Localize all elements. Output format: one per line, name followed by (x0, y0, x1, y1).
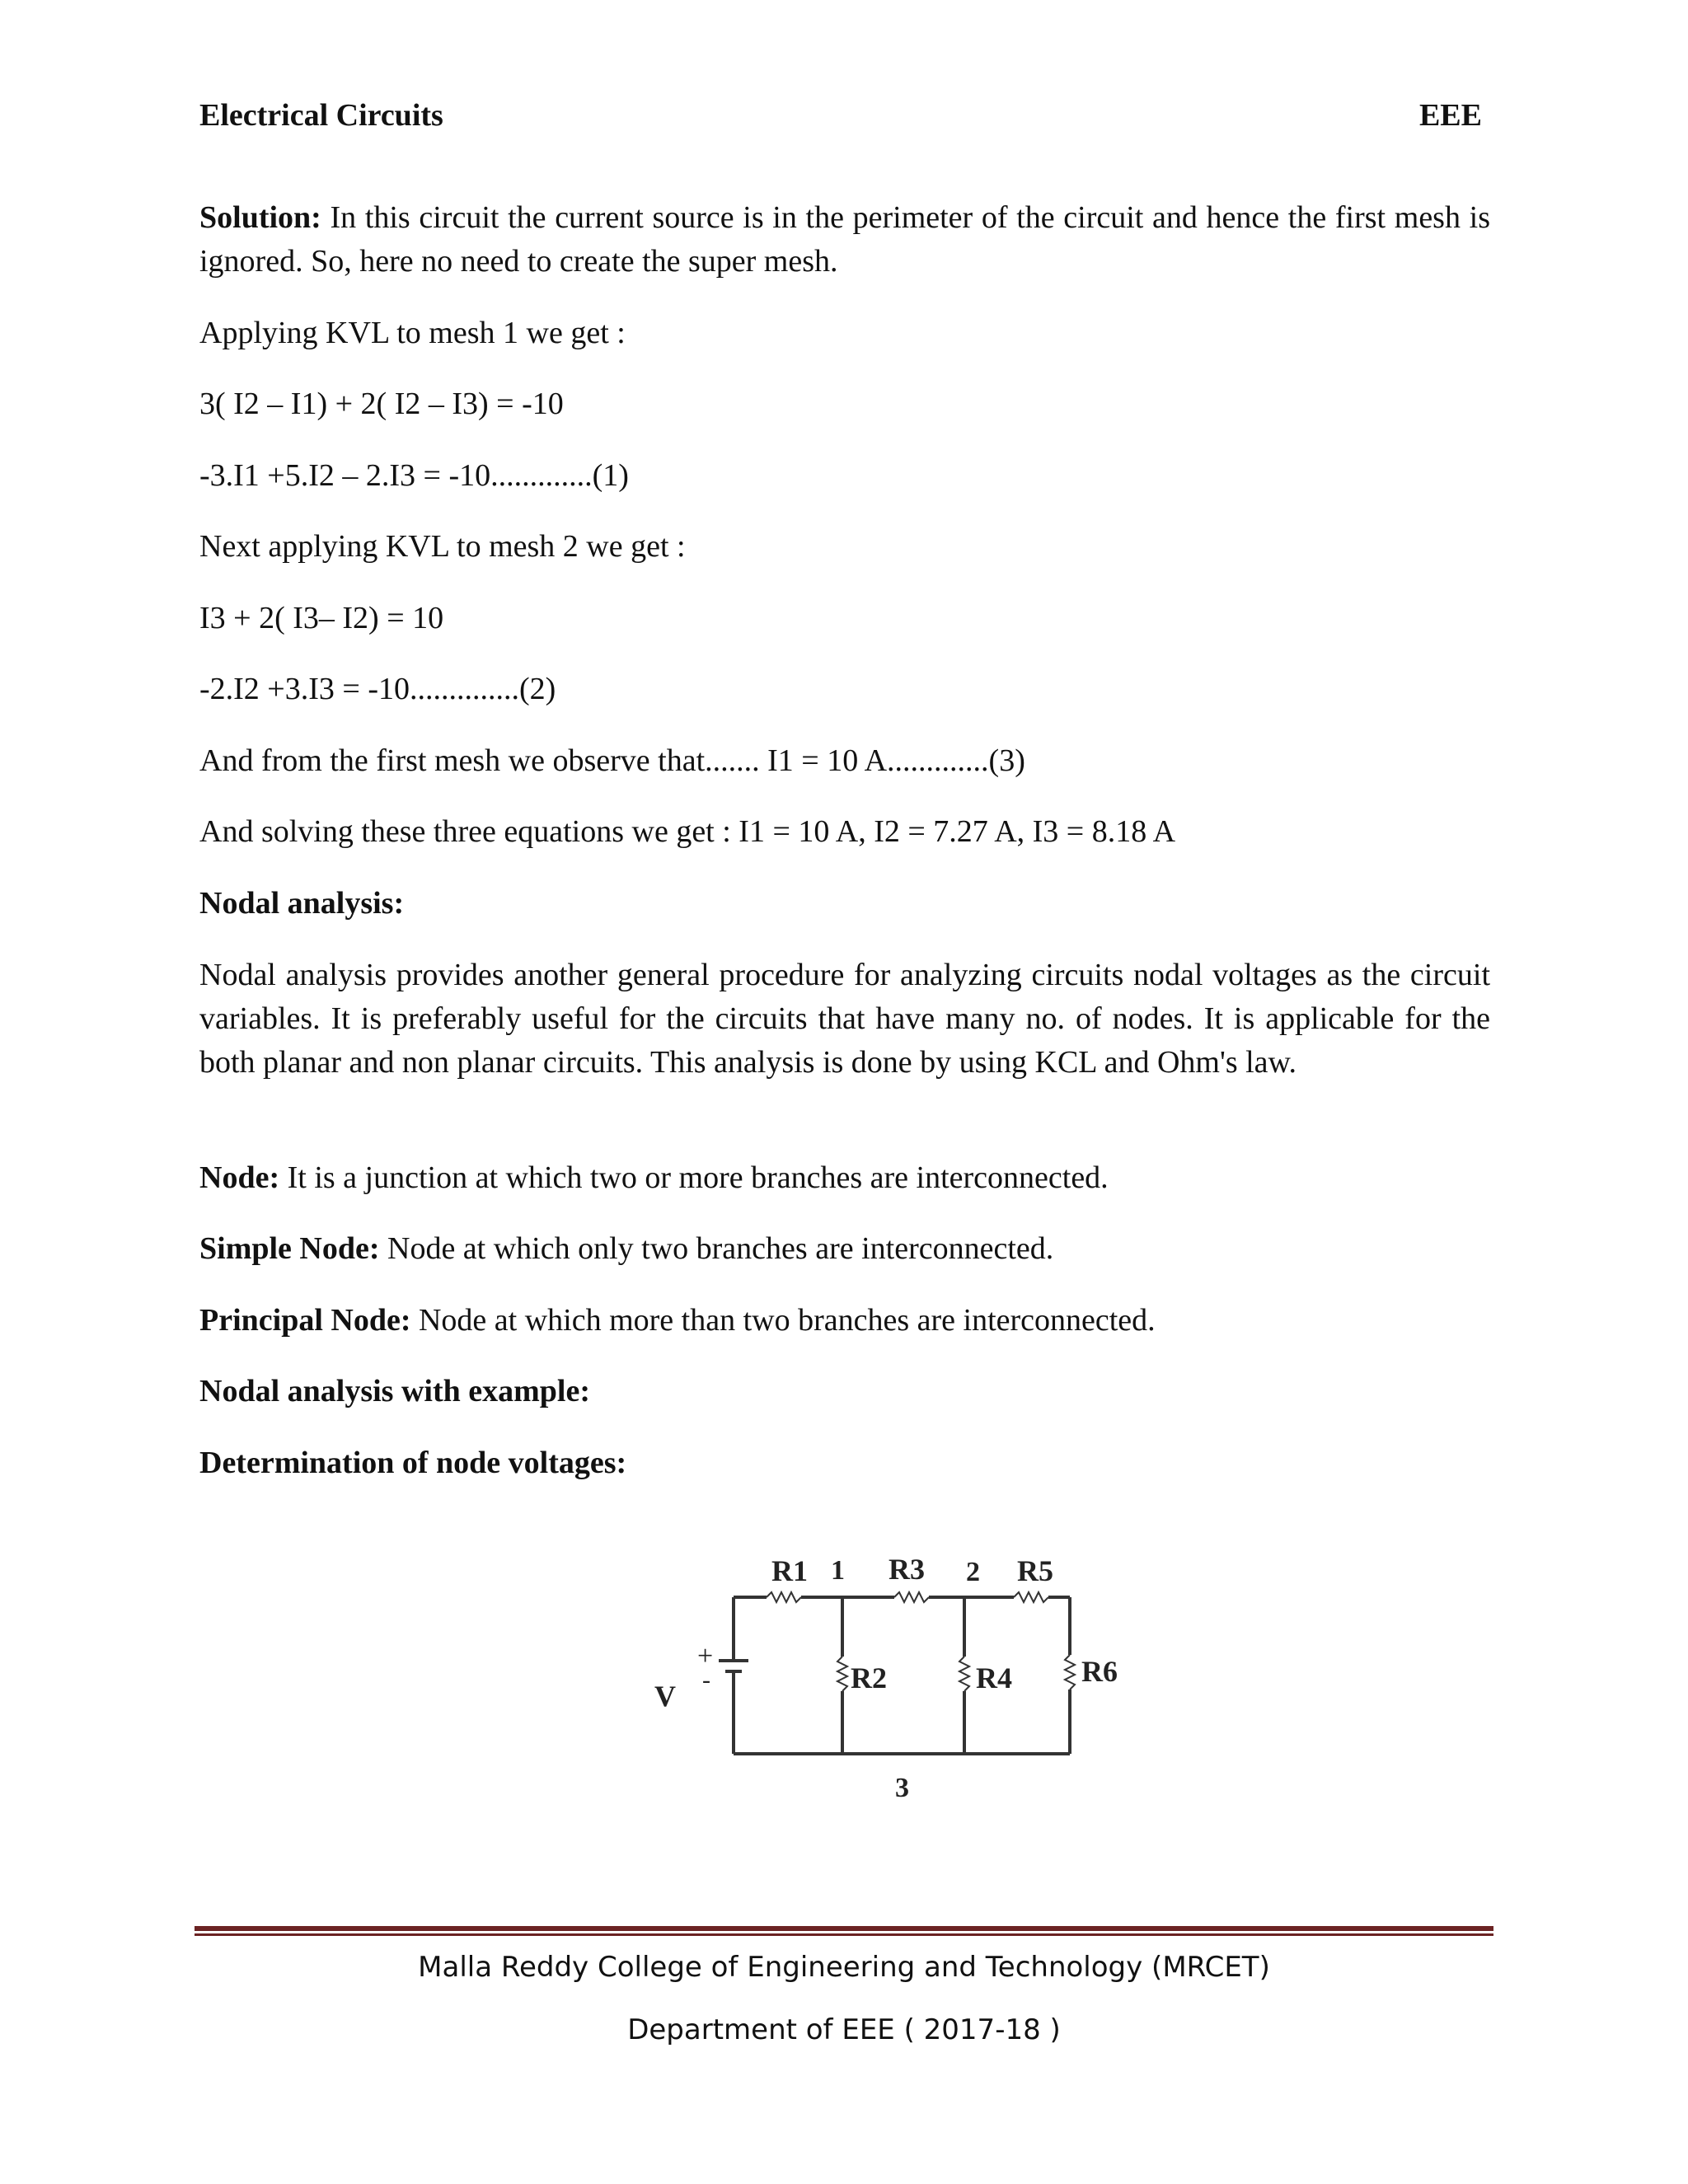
label-r1: R1 (771, 1554, 808, 1587)
label-node-3: 3 (895, 1773, 909, 1803)
resistor-r4 (959, 1657, 969, 1691)
label-node-2: 2 (966, 1557, 980, 1587)
label-plus: + (697, 1641, 714, 1671)
definition-simple-node (199, 1227, 1490, 1271)
equation-3: And from the first mesh we observe that....... I1 = 10 A.............(3) (199, 743, 1025, 778)
footer-department: Department of EEE ( 2017-18 ) (627, 2013, 1061, 2046)
resistor-r2 (837, 1657, 847, 1691)
resistor-r6 (1065, 1655, 1075, 1690)
label-source-v: V (654, 1680, 676, 1713)
footer-divider (195, 1933, 1493, 1936)
solution-paragraph (199, 196, 1490, 284)
label-r2: R2 (851, 1661, 887, 1694)
nodal-paragraph: Nodal analysis provides another general procedure for analyzing circuits nodal voltages as the circuit variables. It is preferably useful for the circuits that have many no. of nodes. It is applicable for the both planar and non planar circuits. This analysis is done by using KCL and Ohm's law. (199, 958, 1490, 1080)
label-r4: R4 (976, 1661, 1012, 1694)
resistor-r5 (1014, 1592, 1048, 1602)
label-r6: R6 (1081, 1655, 1118, 1688)
footer-divider (195, 1926, 1493, 1931)
circuit-diagram (626, 1533, 1154, 1805)
definition-text: It is a junction at which two or more branches are interconnected. (279, 1160, 1109, 1195)
label-node-1: 1 (831, 1555, 845, 1586)
kvl2-intro: Next applying KVL to mesh 2 we get : (199, 529, 686, 564)
definition-node (199, 1156, 1490, 1200)
equation-1a: 3( I2 – I1) + 2( I2 – I3) = -10 (199, 387, 564, 421)
equation-2: -2.I2 +3.I3 = -10..............(2) (199, 672, 556, 706)
definition-term: Principal Node: (199, 1303, 411, 1338)
equation-2a: I3 + 2( I3– I2) = 10 (199, 601, 444, 635)
determination-heading: Determination of node voltages: (199, 1446, 627, 1480)
nodal-heading: Nodal analysis: (199, 886, 405, 921)
definition-text: Node at which more than two branches are interconnected. (410, 1303, 1156, 1338)
resistor-r1 (767, 1592, 801, 1602)
definition-text: Node at which only two branches are interconnected. (379, 1231, 1054, 1266)
footer-college: Malla Reddy College of Engineering and Technology (MRCET) (418, 1951, 1270, 1984)
label-r3: R3 (889, 1553, 925, 1586)
solution-label: Solution: (199, 200, 321, 235)
result-line: And solving these three equations we get : I1 = 10 A, I2 = 7.27 A, I3 = 8.18 A (199, 814, 1176, 849)
label-minus: - (702, 1666, 710, 1694)
definition-principal-node (199, 1299, 1490, 1343)
resistor-r3 (894, 1592, 929, 1602)
example-heading: Nodal analysis with example: (199, 1374, 590, 1408)
definition-term: Node: (199, 1160, 280, 1195)
header-department: EEE (1418, 98, 1482, 133)
kvl1-intro: Applying KVL to mesh 1 we get : (199, 316, 626, 350)
header-title: Electrical Circuits (199, 98, 443, 133)
definition-term: Simple Node: (199, 1231, 380, 1266)
equation-1: -3.I1 +5.I2 – 2.I3 = -10.............(1) (199, 458, 629, 493)
label-r5: R5 (1017, 1554, 1053, 1587)
solution-text: In this circuit the current source is in the perimeter of the circuit and hence the first mesh is ignored. So, here no need to create the super mesh. (199, 200, 1490, 279)
